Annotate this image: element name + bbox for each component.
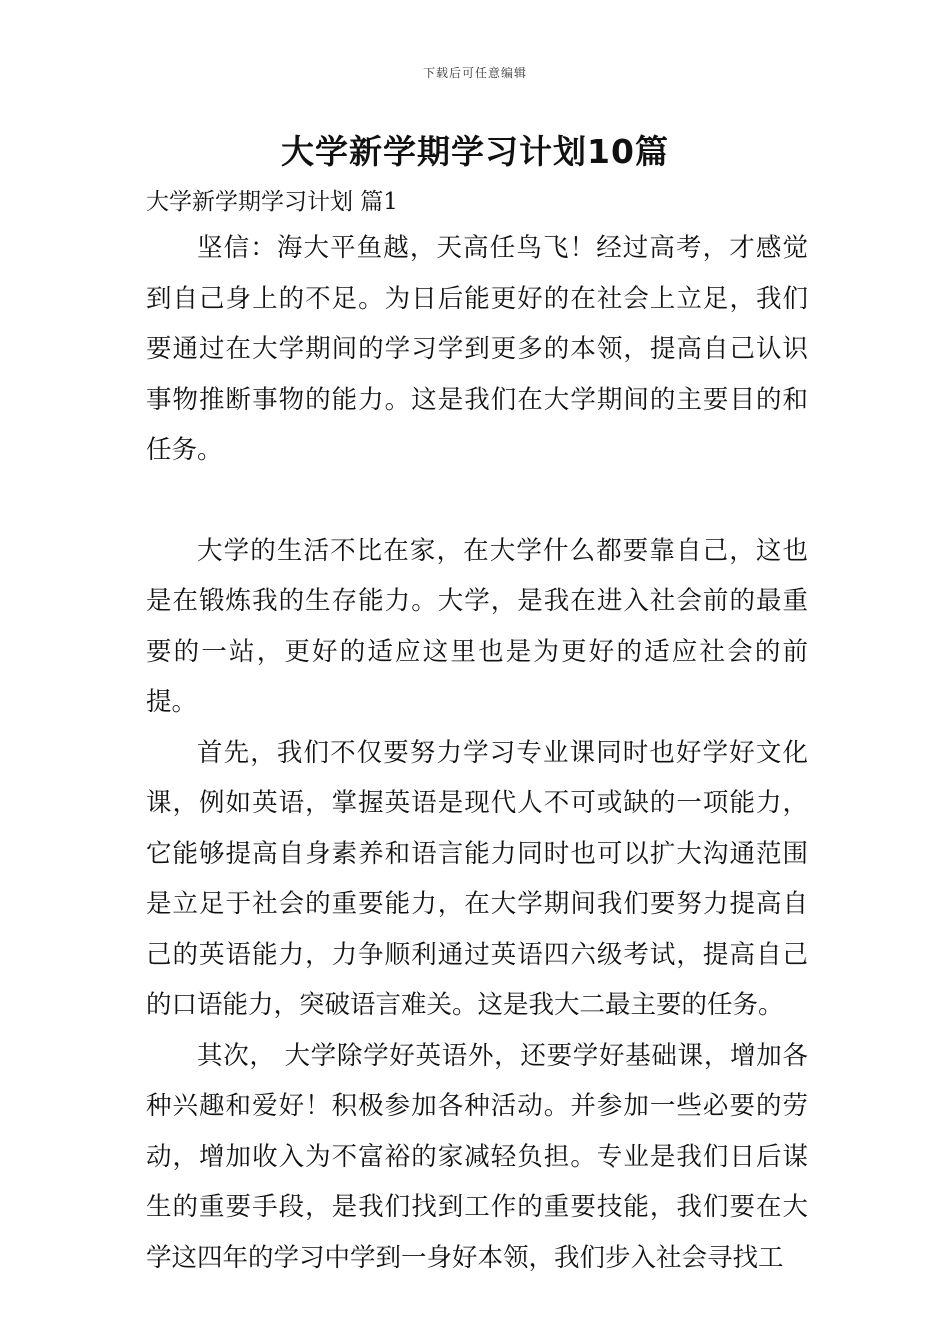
body-text <box>146 223 808 1283</box>
header-note: 下载后可任意编辑 <box>422 66 527 80</box>
paragraph-spacer <box>146 476 808 526</box>
section-heading: 大学新学期学习计划 篇1 <box>146 189 398 215</box>
paragraph-1: 坚信：海大平鱼越，天高任鸟飞！经过高考，才感觉到自己身上的不足。为日后能更好的在社会上立足，我们要通过在大学期间的学习学到更多的本领，提高自己认识事物推断事物的能力。这是我们在大学期间的主要目的和任务。 <box>146 233 808 465</box>
paragraph-4: 其次， 大学除学好英语外，还要学好基础课，增加各种兴趣和爱好！积极参加各种活动。并参加一些必要的劳动，增加收入为不富裕的家减轻负担。专业是我们日后谋生的重要手段，是我们找到工作的重要技能，我们要在大学这四年的学习中学到一身好本领，我们步入社会寻找工 <box>146 1040 808 1273</box>
document-title: 大学新学期学习计划10篇 <box>281 132 669 171</box>
paragraph-2: 大学的生活不比在家，在大学什么都要靠自己，这也是在锻炼我的生存能力。大学，是我在进入社会前的最重要的一站，更好的适应这里也是为更好的适应社会的前提。 <box>146 535 808 717</box>
paragraph-3: 首先，我们不仅要努力学习专业课同时也好学好文化课，例如英语，掌握英语是现代人不可或缺的一项能力，它能够提高自身素养和语言能力同时也可以扩大沟通范围是立足于社会的重要能力，在大学期间我们要努力提高自己的英语能力，力争顺利通过英语四六级考试，提高自己的口语能力，突破语言难关。这是我大二最主要的任务。 <box>146 737 808 1020</box>
